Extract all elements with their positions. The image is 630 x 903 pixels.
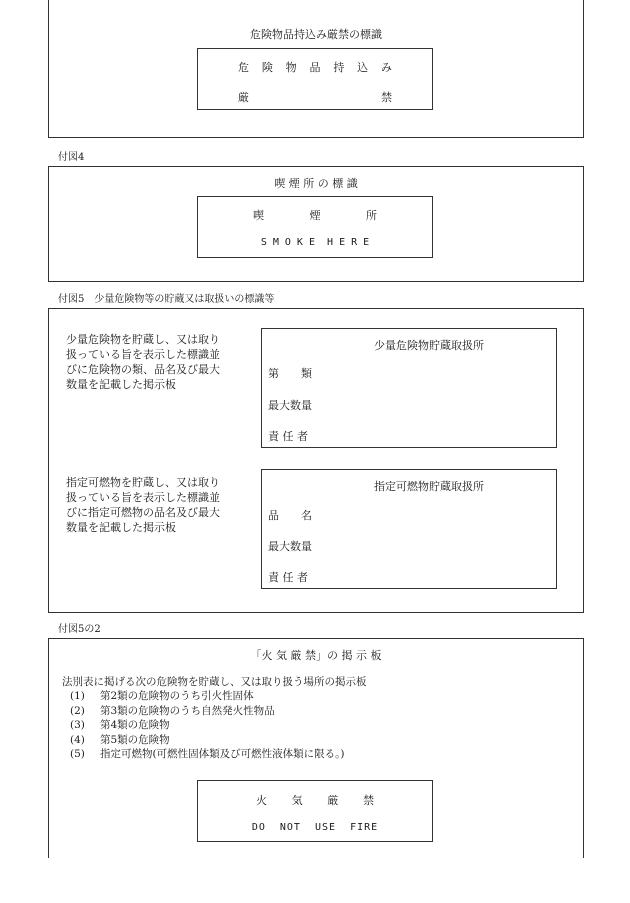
list-num: (3) — [70, 719, 85, 731]
board-title: 指定可燃物貯蔵取扱所 — [374, 480, 484, 493]
board-row: 第 類 — [268, 367, 312, 380]
char: み — [380, 61, 392, 74]
fig4-header: 喫 煙 所 の 標 識 — [274, 177, 358, 190]
board-row: 責 任 者 — [268, 430, 308, 443]
prohibition-sign — [197, 48, 433, 110]
no-fire-sign-row1 — [256, 792, 374, 808]
fig4-label: 付図4 — [58, 152, 85, 163]
no-fire-sign — [197, 780, 433, 842]
list-num: (2) — [70, 704, 85, 717]
list-item — [70, 733, 344, 748]
small-quantity-board — [261, 328, 557, 448]
char: 品 — [309, 61, 321, 74]
fig5-label: 付図5 少量危険物等の貯蔵又は取扱いの標識等 — [58, 294, 275, 305]
fig5-desc2 — [66, 475, 220, 535]
prohibition-sign-row2 — [238, 89, 392, 105]
designated-combustibles-board — [261, 469, 557, 589]
list-num: (5) — [70, 748, 85, 760]
list-text: 第4類の危険物 — [100, 719, 170, 731]
desc-line: 指定可燃物を貯蔵し、又は取り — [66, 476, 220, 489]
char: 持 — [333, 61, 345, 74]
char: 禁 — [381, 91, 392, 104]
char: 火 — [256, 794, 267, 807]
no-fire-sign-row2: DO NOT USE FIRE — [251, 822, 379, 833]
char: 禁 — [362, 794, 374, 807]
char: 厳 — [327, 794, 339, 807]
fig5-2-label: 付図5の2 — [58, 624, 101, 635]
fig5-2-header: 「火 気 厳 禁」の 掲 示 板 — [250, 649, 382, 662]
list-num: (1) — [70, 690, 85, 702]
char: 煙 — [309, 209, 321, 222]
list-item — [70, 747, 344, 762]
desc-line: 扱っている旨を表示した標識並 — [66, 348, 220, 361]
char: 込 — [357, 61, 369, 74]
fig5-desc1 — [66, 332, 220, 392]
char: 厳 — [238, 91, 249, 104]
char: 険 — [261, 61, 273, 74]
list-text: 第5類の危険物 — [100, 733, 170, 746]
board-row: 最大数量 — [268, 540, 312, 553]
char: 物 — [285, 61, 297, 74]
char: 所 — [366, 209, 377, 222]
list-item — [70, 689, 344, 704]
desc-line: 数量を記載した掲示板 — [66, 378, 176, 391]
fig5-2-intro: 法別表に掲げる次の危険物を貯蔵し、又は取り扱う場所の掲示板 — [62, 676, 367, 688]
list-text: 第3類の危険物のうち自然発火性物品 — [100, 704, 275, 717]
list-item — [70, 718, 344, 733]
board-row: 品 名 — [268, 509, 312, 522]
desc-line: びに指定可燃物の品名及び最大 — [66, 506, 220, 519]
list-item — [70, 704, 344, 719]
desc-line: びに危険物の類、品名及び最大 — [66, 363, 220, 376]
smoking-sign-row2: S M O K E H E R E — [260, 237, 370, 248]
board-title: 少量危険物貯蔵取扱所 — [374, 339, 484, 352]
prohibition-sign-row1 — [238, 59, 392, 75]
char: 喫 — [253, 209, 264, 222]
fig5-2-list — [70, 689, 344, 762]
desc-line: 数量を記載した掲示板 — [66, 521, 176, 534]
list-text: 指定可燃物(可燃性固体類及び可燃性液体類に限る。) — [100, 748, 345, 760]
board-row: 責 任 者 — [268, 571, 308, 584]
list-num: (4) — [70, 733, 85, 746]
list-text: 第2類の危険物のうち引火性固体 — [100, 690, 254, 702]
char: 気 — [291, 794, 303, 807]
char: 危 — [238, 61, 249, 74]
desc-line: 扱っている旨を表示した標識並 — [66, 491, 220, 504]
section-top-header: 危険物品持込み厳禁の標識 — [250, 28, 382, 41]
board-row: 最大数量 — [268, 399, 312, 412]
smoking-sign-row1 — [253, 207, 377, 223]
desc-line: 少量危険物を貯蔵し、又は取り — [66, 333, 220, 346]
smoking-sign — [197, 196, 433, 258]
